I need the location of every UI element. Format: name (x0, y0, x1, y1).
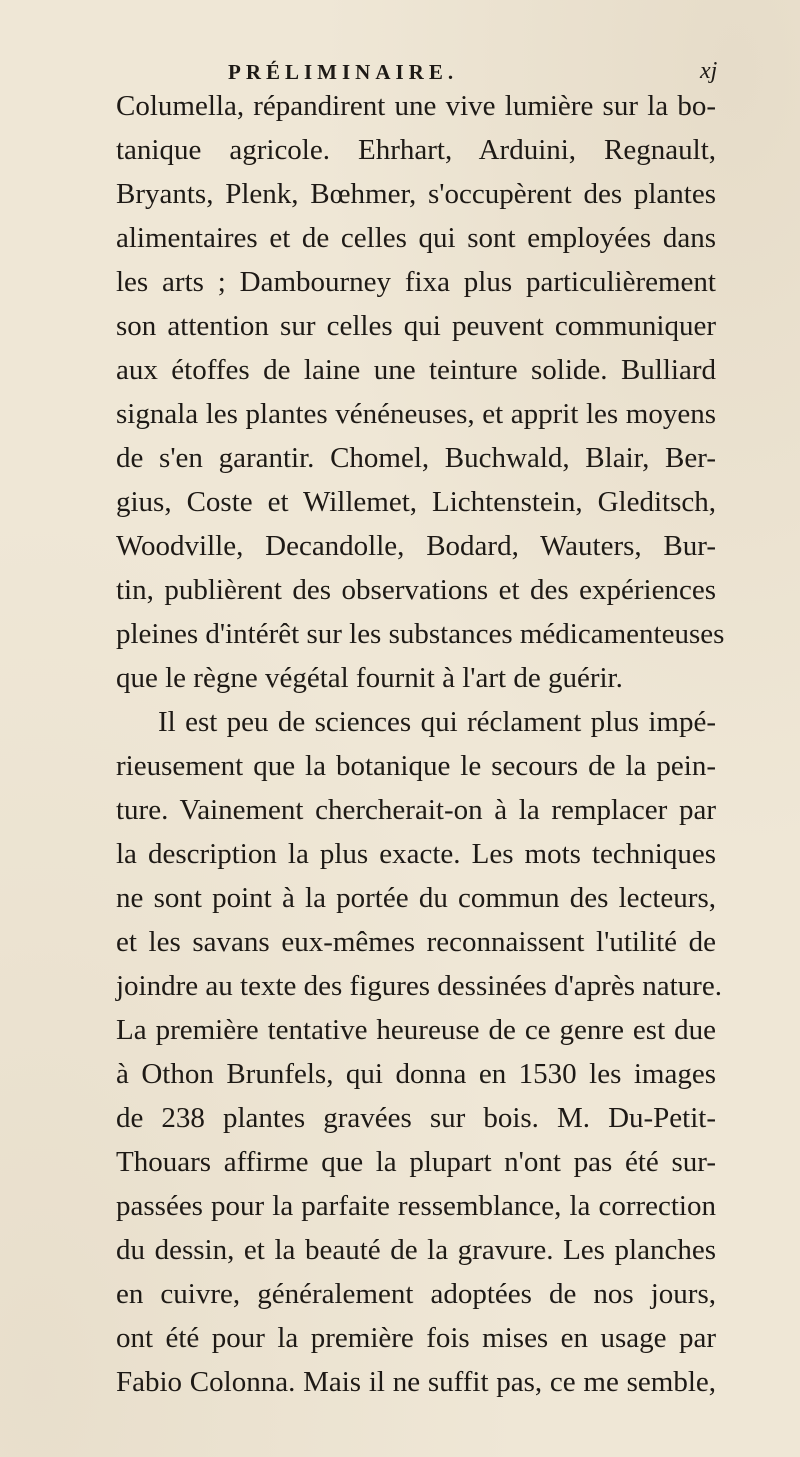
running-title: PRÉLIMINAIRE. (228, 60, 459, 84)
text-line: de s'en garantir. Chomel, Buchwald, Blair, Ber- (116, 442, 716, 474)
text-line: et les savans eux-mêmes reconnaissent l'utilité de (116, 926, 716, 958)
text-line: aux étoffes de laine une teinture solide. Bulliard (116, 354, 716, 386)
text-line: son attention sur celles qui peuvent communiquer (116, 310, 716, 342)
text-line: Woodville, Decandolle, Bodard, Wauters, Bur- (116, 530, 716, 562)
text-line: signala les plantes vénéneuses, et apprit les moyens (116, 398, 716, 430)
text-line: alimentaires et de celles qui sont employées dans (116, 222, 716, 254)
text-line: pleines d'intérêt sur les substances médicamenteuses (116, 618, 725, 650)
text-line: du dessin, et la beauté de la gravure. Les planches (116, 1234, 716, 1266)
text-line: à Othon Brunfels, qui donna en 1530 les images (116, 1058, 716, 1090)
text-line: de 238 plantes gravées sur bois. M. Du-Petit- (116, 1102, 716, 1134)
text-line: Il est peu de sciences qui réclament plus impé- (158, 706, 716, 738)
text-line: passées pour la parfaite ressemblance, la correction (116, 1190, 716, 1222)
page-number: xj (700, 58, 718, 84)
text-line: ont été pour la première fois mises en usage par (116, 1322, 716, 1354)
text-line: en cuivre, généralement adoptées de nos jours, (116, 1278, 716, 1310)
text-line: Fabio Colonna. Mais il ne suffit pas, ce me semble, (116, 1366, 716, 1398)
text-line: ture. Vainement chercherait-on à la remplacer par (116, 794, 716, 826)
text-line: les arts ; Dambourney fixa plus particulièrement (116, 266, 716, 298)
text-line: Columella, répandirent une vive lumière sur la bo- (116, 90, 716, 122)
text-line: joindre au texte des figures dessinées d'après nature. (116, 970, 722, 1002)
text-line: Bryants, Plenk, Bœhmer, s'occupèrent des plantes (116, 178, 716, 210)
text-line: La première tentative heureuse de ce genre est due (116, 1014, 716, 1046)
text-line: que le règne végétal fournit à l'art de guérir. (116, 662, 623, 694)
text-line: ne sont point à la portée du commun des lecteurs, (116, 882, 716, 914)
text-line: Thouars affirme que la plupart n'ont pas été sur- (116, 1146, 716, 1178)
text-line: tin, publièrent des observations et des expériences (116, 574, 716, 606)
text-line: la description la plus exacte. Les mots techniques (116, 838, 716, 870)
text-line: tanique agricole. Ehrhart, Arduini, Regnault, (116, 134, 716, 166)
text-line: gius, Coste et Willemet, Lichtenstein, Gleditsch, (116, 486, 716, 518)
text-line: rieusement que la botanique le secours de la pein- (116, 750, 716, 782)
